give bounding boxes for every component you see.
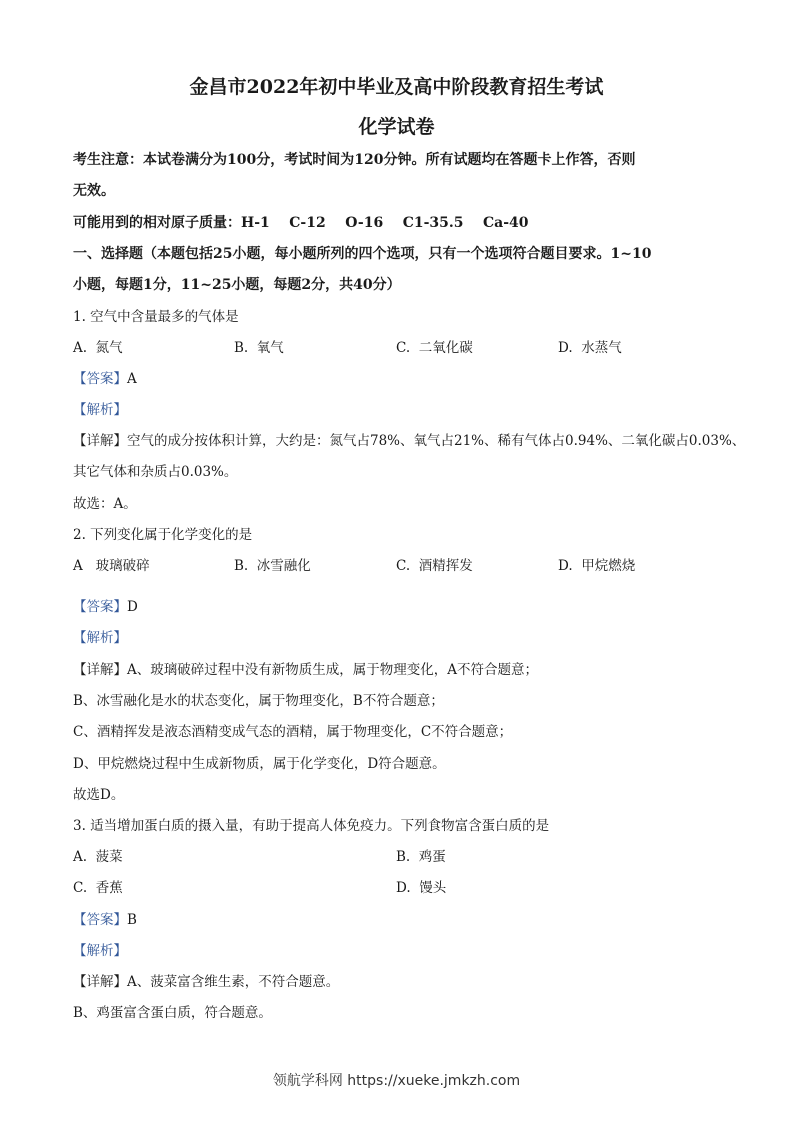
section-heading-1: 一、选择题（本题包括25小题，每小题所列的四个选项，只有一个选项符合题目要求。1~10 xyxy=(73,246,652,262)
q2-option-c: C. 酒精挥发 xyxy=(396,558,473,574)
q1-answer-value: A xyxy=(127,371,137,387)
q1-detail-2: 其它气体和杂质占0.03%。 xyxy=(73,464,238,480)
answer-tag: 【答案】 xyxy=(73,912,127,928)
q2-answer-value: D xyxy=(127,599,138,615)
q2-detail-c: C、酒精挥发是液态酒精变成气态的酒精，属于物理变化，C不符合题意； xyxy=(73,724,513,740)
q1-answer xyxy=(73,370,137,388)
q1-option-c: C. 二氧化碳 xyxy=(396,340,473,356)
exam-title: 金昌市2022年初中毕业及高中阶段教育招生考试 xyxy=(189,76,604,98)
q1-detail-1 xyxy=(73,432,745,450)
q3-answer xyxy=(73,911,137,929)
detail-tag: 【详解】 xyxy=(73,974,127,990)
q1-option-b: B. 氧气 xyxy=(234,340,284,356)
q3-option-d: D. 馒头 xyxy=(396,880,447,896)
q3-detail-a xyxy=(73,973,339,991)
detail-tag: 【详解】 xyxy=(73,433,127,449)
notice-line-1: 考生注意：本试卷满分为100分，考试时间为120分钟。所有试题均在答题卡上作答，否则 xyxy=(73,152,636,168)
q3-detail-b: B、鸡蛋富含蛋白质，符合题意。 xyxy=(73,1005,272,1021)
atomic-masses: 可能用到的相对原子质量：H-1 C-12 O-16 C1-35.5 Ca-40 xyxy=(73,215,529,231)
q3-option-b: B. 鸡蛋 xyxy=(396,849,446,865)
exam-subtitle: 化学试卷 xyxy=(358,116,435,138)
q2-detail-b: B、冰雪融化是水的状态变化，属于物理变化，B不符合题意； xyxy=(73,693,444,709)
q2-option-b: B. 冰雪融化 xyxy=(234,558,311,574)
q3-stem: 3. 适当增加蛋白质的摄入量，有助于提高人体免疫力。下列食物富含蛋白质的是 xyxy=(73,818,550,834)
q2-conclusion: 故选D。 xyxy=(73,787,125,803)
q1-conclusion: 故选：A。 xyxy=(73,496,137,512)
q2-detail-d: D、甲烷燃烧过程中生成新物质，属于化学变化，D符合题意。 xyxy=(73,756,446,772)
q1-option-a: A. 氮气 xyxy=(73,340,123,356)
q3-option-a: A. 菠菜 xyxy=(73,849,123,865)
notice-line-2: 无效。 xyxy=(73,183,115,199)
q2-analysis-tag: 【解析】 xyxy=(73,630,127,646)
q1-detail-text: 空气的成分按体积计算，大约是：氮气占78%、氧气占21%、稀有气体占0.94%、二氧化碳占0.03%、 xyxy=(127,433,746,449)
q3-analysis-tag: 【解析】 xyxy=(73,943,127,959)
q1-analysis-tag: 【解析】 xyxy=(73,402,127,418)
q1-option-d: D. 水蒸气 xyxy=(558,340,622,356)
q2-detail-a-text: A、玻璃破碎过程中没有新物质生成，属于物理变化，A不符合题意； xyxy=(127,662,538,678)
section-heading-2: 小题，每题1分，11~25小题，每题2分，共40分） xyxy=(73,277,401,293)
q2-answer xyxy=(73,598,138,616)
q2-stem: 2. 下列变化属于化学变化的是 xyxy=(73,527,253,543)
answer-tag: 【答案】 xyxy=(73,599,127,615)
q1-stem: 1. 空气中含量最多的气体是 xyxy=(73,309,239,325)
q2-option-d: D. 甲烷燃烧 xyxy=(558,558,636,574)
q2-option-a: A 玻璃破碎 xyxy=(73,558,150,574)
q3-answer-value: B xyxy=(127,912,137,928)
answer-tag: 【答案】 xyxy=(73,371,127,387)
page-footer[interactable]: 领航学科网 https://xueke.jmkzh.com xyxy=(272,1073,521,1089)
q3-option-c: C. 香蕉 xyxy=(73,880,123,896)
q2-detail-a xyxy=(73,661,538,679)
q3-detail-a-text: A、菠菜富含维生素，不符合题意。 xyxy=(127,974,340,990)
detail-tag: 【详解】 xyxy=(73,662,127,678)
